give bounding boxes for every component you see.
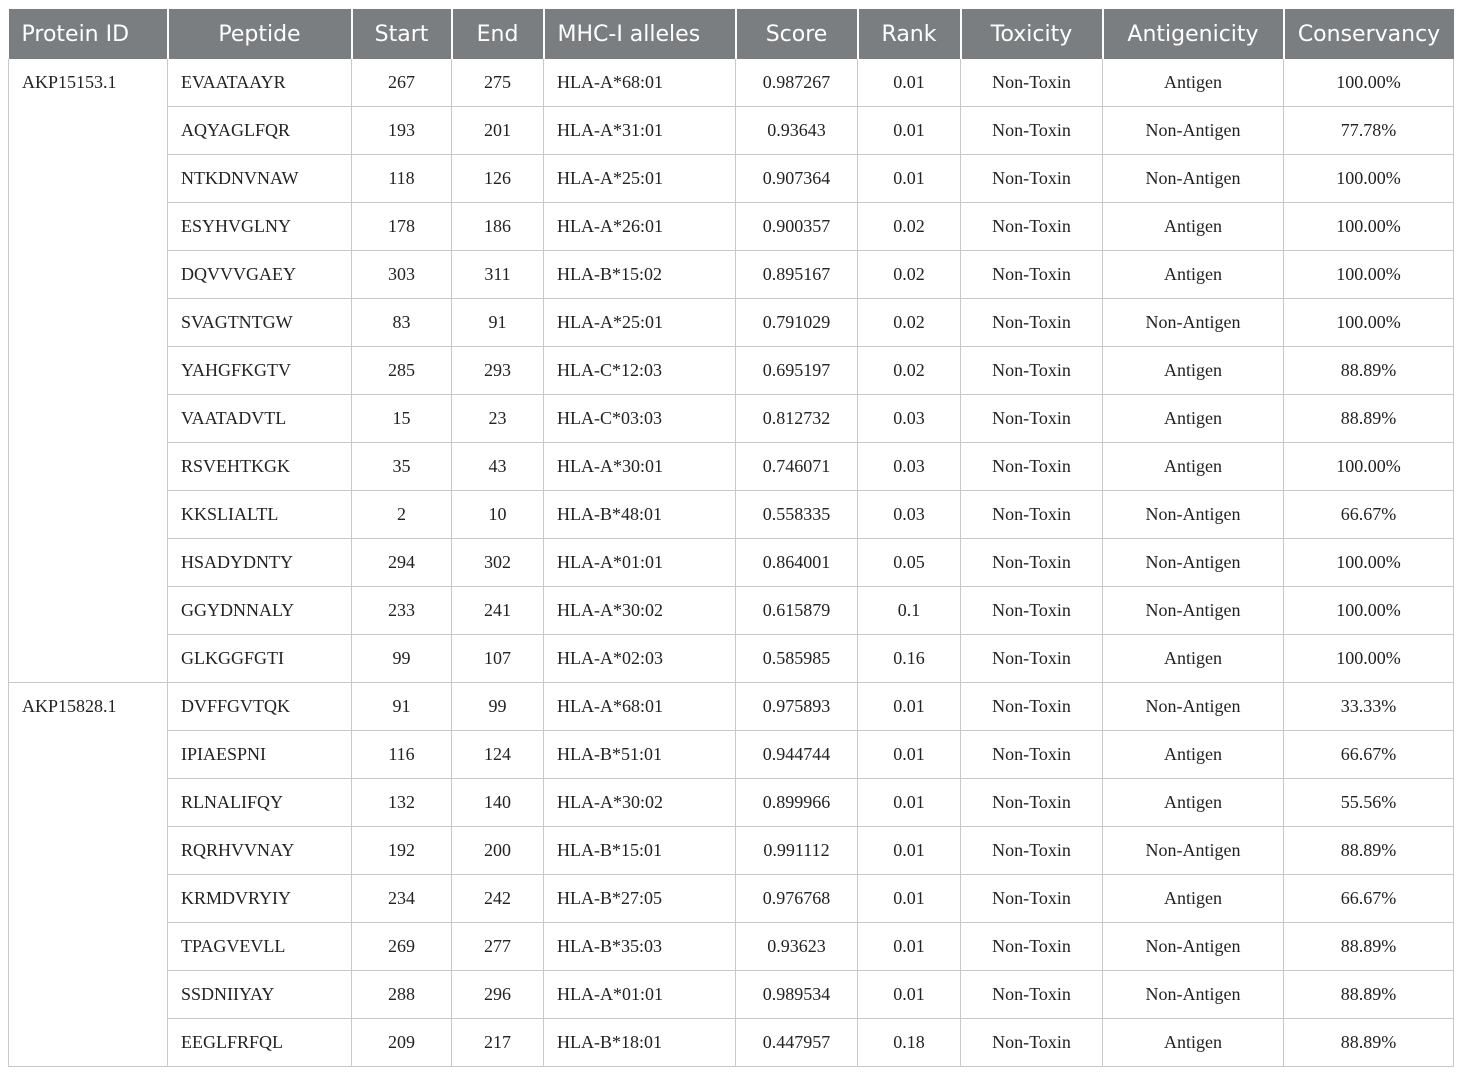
cell-score: 0.944744 bbox=[736, 731, 858, 779]
cell-end: 10 bbox=[452, 491, 544, 539]
cell-end: 107 bbox=[452, 635, 544, 683]
cell-peptide: SSDNIIYAY bbox=[168, 971, 352, 1019]
cell-protein-id bbox=[9, 875, 168, 923]
cell-start: 83 bbox=[352, 299, 452, 347]
cell-antigenicity: Antigen bbox=[1103, 59, 1284, 107]
cell-conservancy: 55.56% bbox=[1284, 779, 1454, 827]
cell-peptide: KKSLIALTL bbox=[168, 491, 352, 539]
cell-rank: 0.1 bbox=[858, 587, 961, 635]
cell-start: 233 bbox=[352, 587, 452, 635]
cell-score: 0.895167 bbox=[736, 251, 858, 299]
cell-end: 43 bbox=[452, 443, 544, 491]
cell-antigenicity: Non-Antigen bbox=[1103, 107, 1284, 155]
cell-toxicity: Non-Toxin bbox=[961, 395, 1103, 443]
cell-protein-id bbox=[9, 299, 168, 347]
cell-conservancy: 100.00% bbox=[1284, 155, 1454, 203]
cell-mhc-allele: HLA-B*35:03 bbox=[544, 923, 736, 971]
cell-score: 0.899966 bbox=[736, 779, 858, 827]
cell-protein-id bbox=[9, 731, 168, 779]
header-protein-id: Protein ID bbox=[9, 9, 168, 59]
cell-end: 186 bbox=[452, 203, 544, 251]
cell-protein-id bbox=[9, 251, 168, 299]
cell-start: 118 bbox=[352, 155, 452, 203]
cell-peptide: GGYDNNALY bbox=[168, 587, 352, 635]
cell-start: 234 bbox=[352, 875, 452, 923]
cell-start: 192 bbox=[352, 827, 452, 875]
cell-score: 0.989534 bbox=[736, 971, 858, 1019]
cell-peptide: NTKDNVNAW bbox=[168, 155, 352, 203]
cell-antigenicity: Non-Antigen bbox=[1103, 923, 1284, 971]
cell-peptide: GLKGGFGTI bbox=[168, 635, 352, 683]
cell-start: 91 bbox=[352, 683, 452, 731]
cell-end: 91 bbox=[452, 299, 544, 347]
cell-toxicity: Non-Toxin bbox=[961, 491, 1103, 539]
cell-conservancy: 88.89% bbox=[1284, 923, 1454, 971]
cell-rank: 0.01 bbox=[858, 923, 961, 971]
cell-end: 275 bbox=[452, 59, 544, 107]
cell-protein-id bbox=[9, 587, 168, 635]
cell-toxicity: Non-Toxin bbox=[961, 251, 1103, 299]
cell-conservancy: 88.89% bbox=[1284, 971, 1454, 1019]
cell-rank: 0.01 bbox=[858, 731, 961, 779]
cell-rank: 0.01 bbox=[858, 971, 961, 1019]
cell-rank: 0.03 bbox=[858, 395, 961, 443]
cell-peptide: KRMDVRYIY bbox=[168, 875, 352, 923]
cell-score: 0.975893 bbox=[736, 683, 858, 731]
cell-end: 200 bbox=[452, 827, 544, 875]
cell-rank: 0.18 bbox=[858, 1019, 961, 1067]
cell-rank: 0.03 bbox=[858, 443, 961, 491]
table-row bbox=[9, 443, 1454, 491]
cell-rank: 0.01 bbox=[858, 683, 961, 731]
cell-rank: 0.02 bbox=[858, 347, 961, 395]
cell-toxicity: Non-Toxin bbox=[961, 779, 1103, 827]
cell-score: 0.791029 bbox=[736, 299, 858, 347]
cell-mhc-allele: HLA-B*15:02 bbox=[544, 251, 736, 299]
cell-end: 241 bbox=[452, 587, 544, 635]
cell-antigenicity: Non-Antigen bbox=[1103, 971, 1284, 1019]
cell-toxicity: Non-Toxin bbox=[961, 587, 1103, 635]
cell-protein-id bbox=[9, 491, 168, 539]
header-start: Start bbox=[352, 9, 452, 59]
cell-mhc-allele: HLA-A*30:02 bbox=[544, 779, 736, 827]
cell-protein-id bbox=[9, 107, 168, 155]
table-row bbox=[9, 203, 1454, 251]
cell-mhc-allele: HLA-A*31:01 bbox=[544, 107, 736, 155]
cell-peptide: VAATADVTL bbox=[168, 395, 352, 443]
cell-mhc-allele: HLA-B*48:01 bbox=[544, 491, 736, 539]
cell-peptide: YAHGFKGTV bbox=[168, 347, 352, 395]
cell-rank: 0.01 bbox=[858, 827, 961, 875]
cell-conservancy: 88.89% bbox=[1284, 347, 1454, 395]
table-row bbox=[9, 971, 1454, 1019]
header-antigenicity: Antigenicity bbox=[1103, 9, 1284, 59]
cell-protein-id bbox=[9, 971, 168, 1019]
cell-start: 116 bbox=[352, 731, 452, 779]
cell-antigenicity: Non-Antigen bbox=[1103, 491, 1284, 539]
header-end: End bbox=[452, 9, 544, 59]
cell-rank: 0.01 bbox=[858, 59, 961, 107]
cell-rank: 0.01 bbox=[858, 875, 961, 923]
header-conservancy: Conservancy bbox=[1284, 9, 1454, 59]
cell-mhc-allele: HLA-B*15:01 bbox=[544, 827, 736, 875]
cell-conservancy: 100.00% bbox=[1284, 203, 1454, 251]
table-row bbox=[9, 827, 1454, 875]
cell-score: 0.864001 bbox=[736, 539, 858, 587]
table-row bbox=[9, 155, 1454, 203]
cell-end: 277 bbox=[452, 923, 544, 971]
cell-conservancy: 100.00% bbox=[1284, 299, 1454, 347]
cell-score: 0.991112 bbox=[736, 827, 858, 875]
cell-toxicity: Non-Toxin bbox=[961, 923, 1103, 971]
cell-conservancy: 100.00% bbox=[1284, 443, 1454, 491]
header-score: Score bbox=[736, 9, 858, 59]
cell-peptide: IPIAESPNI bbox=[168, 731, 352, 779]
cell-start: 193 bbox=[352, 107, 452, 155]
cell-antigenicity: Antigen bbox=[1103, 395, 1284, 443]
cell-start: 294 bbox=[352, 539, 452, 587]
cell-mhc-allele: HLA-A*26:01 bbox=[544, 203, 736, 251]
cell-protein-id bbox=[9, 539, 168, 587]
cell-peptide: DVFFGVTQK bbox=[168, 683, 352, 731]
cell-score: 0.558335 bbox=[736, 491, 858, 539]
table-body bbox=[9, 59, 1454, 1067]
cell-conservancy: 88.89% bbox=[1284, 395, 1454, 443]
cell-peptide: DQVVVGAEY bbox=[168, 251, 352, 299]
cell-score: 0.812732 bbox=[736, 395, 858, 443]
cell-conservancy: 33.33% bbox=[1284, 683, 1454, 731]
cell-mhc-allele: HLA-A*30:01 bbox=[544, 443, 736, 491]
cell-protein-id bbox=[9, 1019, 168, 1067]
cell-toxicity: Non-Toxin bbox=[961, 539, 1103, 587]
epitope-table bbox=[8, 9, 1454, 1067]
table-row bbox=[9, 1019, 1454, 1067]
cell-antigenicity: Non-Antigen bbox=[1103, 683, 1284, 731]
cell-start: 15 bbox=[352, 395, 452, 443]
table-row bbox=[9, 683, 1454, 731]
cell-antigenicity: Non-Antigen bbox=[1103, 299, 1284, 347]
cell-peptide: RQRHVVNAY bbox=[168, 827, 352, 875]
cell-toxicity: Non-Toxin bbox=[961, 1019, 1103, 1067]
cell-end: 23 bbox=[452, 395, 544, 443]
table-row bbox=[9, 251, 1454, 299]
cell-start: 99 bbox=[352, 635, 452, 683]
cell-conservancy: 88.89% bbox=[1284, 1019, 1454, 1067]
cell-peptide: ESYHVGLNY bbox=[168, 203, 352, 251]
cell-rank: 0.02 bbox=[858, 299, 961, 347]
table-row bbox=[9, 875, 1454, 923]
cell-score: 0.93623 bbox=[736, 923, 858, 971]
table-row bbox=[9, 731, 1454, 779]
cell-toxicity: Non-Toxin bbox=[961, 59, 1103, 107]
cell-start: 285 bbox=[352, 347, 452, 395]
cell-end: 293 bbox=[452, 347, 544, 395]
table-header bbox=[9, 9, 1454, 59]
cell-toxicity: Non-Toxin bbox=[961, 875, 1103, 923]
cell-score: 0.585985 bbox=[736, 635, 858, 683]
cell-antigenicity: Antigen bbox=[1103, 635, 1284, 683]
cell-start: 267 bbox=[352, 59, 452, 107]
cell-peptide: EVAATAAYR bbox=[168, 59, 352, 107]
cell-conservancy: 100.00% bbox=[1284, 587, 1454, 635]
cell-toxicity: Non-Toxin bbox=[961, 731, 1103, 779]
cell-start: 178 bbox=[352, 203, 452, 251]
cell-mhc-allele: HLA-A*68:01 bbox=[544, 59, 736, 107]
table-row bbox=[9, 587, 1454, 635]
cell-peptide: SVAGTNTGW bbox=[168, 299, 352, 347]
cell-start: 2 bbox=[352, 491, 452, 539]
cell-peptide: TPAGVEVLL bbox=[168, 923, 352, 971]
cell-antigenicity: Non-Antigen bbox=[1103, 827, 1284, 875]
cell-antigenicity: Antigen bbox=[1103, 203, 1284, 251]
cell-mhc-allele: HLA-A*25:01 bbox=[544, 299, 736, 347]
header-row bbox=[9, 9, 1454, 59]
cell-mhc-allele: HLA-A*02:03 bbox=[544, 635, 736, 683]
cell-antigenicity: Antigen bbox=[1103, 347, 1284, 395]
cell-toxicity: Non-Toxin bbox=[961, 443, 1103, 491]
header-toxicity: Toxicity bbox=[961, 9, 1103, 59]
cell-score: 0.695197 bbox=[736, 347, 858, 395]
header-peptide: Peptide bbox=[168, 9, 352, 59]
cell-score: 0.976768 bbox=[736, 875, 858, 923]
table-row bbox=[9, 347, 1454, 395]
cell-score: 0.615879 bbox=[736, 587, 858, 635]
header-mhc-alleles: MHC-I alleles bbox=[544, 9, 736, 59]
cell-antigenicity: Antigen bbox=[1103, 779, 1284, 827]
cell-mhc-allele: HLA-A*68:01 bbox=[544, 683, 736, 731]
table-row bbox=[9, 395, 1454, 443]
cell-score: 0.987267 bbox=[736, 59, 858, 107]
cell-toxicity: Non-Toxin bbox=[961, 299, 1103, 347]
cell-conservancy: 77.78% bbox=[1284, 107, 1454, 155]
cell-peptide: RLNALIFQY bbox=[168, 779, 352, 827]
cell-end: 302 bbox=[452, 539, 544, 587]
cell-toxicity: Non-Toxin bbox=[961, 827, 1103, 875]
cell-antigenicity: Antigen bbox=[1103, 875, 1284, 923]
cell-start: 303 bbox=[352, 251, 452, 299]
cell-conservancy: 100.00% bbox=[1284, 251, 1454, 299]
cell-rank: 0.01 bbox=[858, 155, 961, 203]
cell-score: 0.907364 bbox=[736, 155, 858, 203]
cell-mhc-allele: HLA-A*30:02 bbox=[544, 587, 736, 635]
table-row bbox=[9, 299, 1454, 347]
cell-score: 0.900357 bbox=[736, 203, 858, 251]
cell-start: 132 bbox=[352, 779, 452, 827]
cell-toxicity: Non-Toxin bbox=[961, 107, 1103, 155]
cell-conservancy: 66.67% bbox=[1284, 875, 1454, 923]
cell-conservancy: 66.67% bbox=[1284, 491, 1454, 539]
cell-rank: 0.02 bbox=[858, 203, 961, 251]
cell-toxicity: Non-Toxin bbox=[961, 635, 1103, 683]
cell-antigenicity: Antigen bbox=[1103, 1019, 1284, 1067]
cell-peptide: AQYAGLFQR bbox=[168, 107, 352, 155]
cell-antigenicity: Non-Antigen bbox=[1103, 155, 1284, 203]
cell-mhc-allele: HLA-A*01:01 bbox=[544, 539, 736, 587]
cell-score: 0.447957 bbox=[736, 1019, 858, 1067]
cell-end: 126 bbox=[452, 155, 544, 203]
cell-toxicity: Non-Toxin bbox=[961, 203, 1103, 251]
cell-conservancy: 100.00% bbox=[1284, 635, 1454, 683]
cell-start: 269 bbox=[352, 923, 452, 971]
cell-end: 201 bbox=[452, 107, 544, 155]
cell-rank: 0.01 bbox=[858, 107, 961, 155]
table-row bbox=[9, 923, 1454, 971]
cell-mhc-allele: HLA-C*12:03 bbox=[544, 347, 736, 395]
cell-conservancy: 66.67% bbox=[1284, 731, 1454, 779]
cell-antigenicity: Antigen bbox=[1103, 251, 1284, 299]
cell-end: 296 bbox=[452, 971, 544, 1019]
table-row bbox=[9, 635, 1454, 683]
cell-protein-id bbox=[9, 635, 168, 683]
cell-conservancy: 100.00% bbox=[1284, 59, 1454, 107]
cell-toxicity: Non-Toxin bbox=[961, 971, 1103, 1019]
cell-mhc-allele: HLA-B*27:05 bbox=[544, 875, 736, 923]
cell-mhc-allele: HLA-B*51:01 bbox=[544, 731, 736, 779]
table-row bbox=[9, 539, 1454, 587]
cell-protein-id bbox=[9, 779, 168, 827]
cell-mhc-allele: HLA-A*01:01 bbox=[544, 971, 736, 1019]
cell-protein-id bbox=[9, 203, 168, 251]
cell-toxicity: Non-Toxin bbox=[961, 155, 1103, 203]
table-row bbox=[9, 779, 1454, 827]
cell-protein-id bbox=[9, 443, 168, 491]
table-row bbox=[9, 59, 1454, 107]
cell-antigenicity: Antigen bbox=[1103, 731, 1284, 779]
cell-score: 0.93643 bbox=[736, 107, 858, 155]
cell-end: 242 bbox=[452, 875, 544, 923]
header-rank: Rank bbox=[858, 9, 961, 59]
table-row bbox=[9, 491, 1454, 539]
cell-rank: 0.02 bbox=[858, 251, 961, 299]
cell-antigenicity: Non-Antigen bbox=[1103, 587, 1284, 635]
cell-peptide: HSADYDNTY bbox=[168, 539, 352, 587]
cell-rank: 0.01 bbox=[858, 779, 961, 827]
cell-end: 140 bbox=[452, 779, 544, 827]
cell-protein-id bbox=[9, 395, 168, 443]
cell-toxicity: Non-Toxin bbox=[961, 347, 1103, 395]
cell-protein-id bbox=[9, 347, 168, 395]
cell-conservancy: 88.89% bbox=[1284, 827, 1454, 875]
cell-end: 311 bbox=[452, 251, 544, 299]
cell-score: 0.746071 bbox=[736, 443, 858, 491]
cell-mhc-allele: HLA-A*25:01 bbox=[544, 155, 736, 203]
cell-rank: 0.03 bbox=[858, 491, 961, 539]
cell-start: 209 bbox=[352, 1019, 452, 1067]
cell-rank: 0.16 bbox=[858, 635, 961, 683]
cell-protein-id: AKP15828.1 bbox=[9, 683, 168, 731]
cell-end: 124 bbox=[452, 731, 544, 779]
cell-end: 99 bbox=[452, 683, 544, 731]
cell-start: 35 bbox=[352, 443, 452, 491]
cell-protein-id bbox=[9, 155, 168, 203]
cell-mhc-allele: HLA-C*03:03 bbox=[544, 395, 736, 443]
cell-rank: 0.05 bbox=[858, 539, 961, 587]
cell-protein-id bbox=[9, 827, 168, 875]
cell-start: 288 bbox=[352, 971, 452, 1019]
cell-toxicity: Non-Toxin bbox=[961, 683, 1103, 731]
cell-peptide: EEGLFRFQL bbox=[168, 1019, 352, 1067]
cell-conservancy: 100.00% bbox=[1284, 539, 1454, 587]
cell-end: 217 bbox=[452, 1019, 544, 1067]
cell-protein-id: AKP15153.1 bbox=[9, 59, 168, 107]
cell-protein-id bbox=[9, 923, 168, 971]
cell-antigenicity: Antigen bbox=[1103, 443, 1284, 491]
cell-peptide: RSVEHTKGK bbox=[168, 443, 352, 491]
cell-mhc-allele: HLA-B*18:01 bbox=[544, 1019, 736, 1067]
table-row bbox=[9, 107, 1454, 155]
cell-antigenicity: Non-Antigen bbox=[1103, 539, 1284, 587]
